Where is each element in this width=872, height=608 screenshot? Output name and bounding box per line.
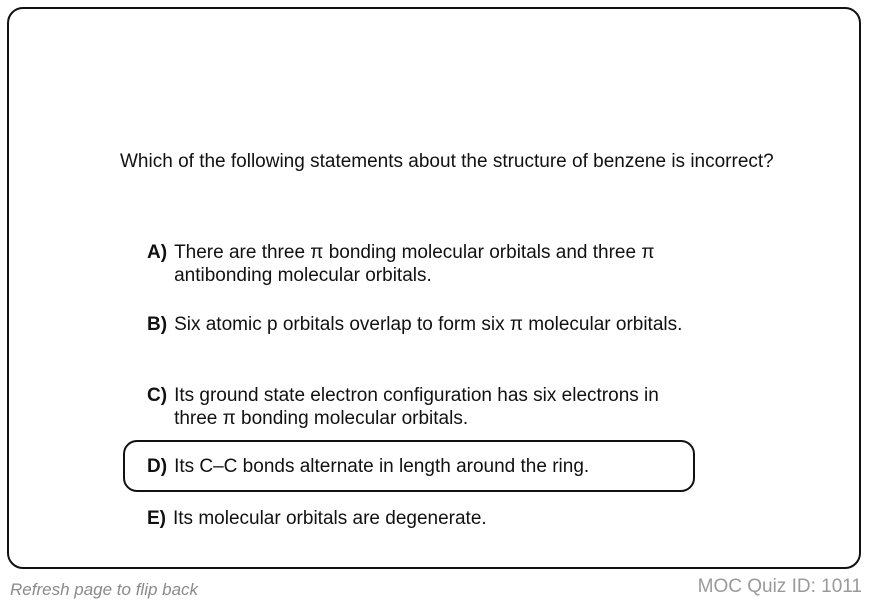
option-text: Its C–C bonds alternate in length around the ring. — [174, 456, 590, 477]
option-text: Six atomic p orbitals overlap to form six π molecular orbitals. — [174, 314, 683, 335]
option-text: Its ground state electron configuration has six electrons in three π bonding molecular orbitals. — [174, 385, 659, 429]
quiz-id: MOC Quiz ID: 1011 — [697, 576, 862, 597]
option-e[interactable] — [147, 507, 707, 530]
question-text: Which of the following statements about the structure of benzene is incorrect? — [120, 151, 774, 172]
option-d[interactable] — [147, 455, 707, 478]
refresh-hint: Refresh page to flip back — [10, 580, 199, 599]
option-letter: C) — [147, 385, 168, 406]
option-letter: D) — [147, 456, 168, 477]
option-text: Its molecular orbitals are degenerate. — [173, 508, 487, 529]
option-b[interactable] — [147, 313, 707, 336]
option-a[interactable] — [147, 241, 707, 287]
option-letter: B) — [147, 314, 168, 335]
option-letter: A) — [147, 242, 168, 263]
option-letter: E) — [147, 508, 166, 529]
option-c[interactable] — [147, 384, 707, 430]
option-text: There are three π bonding molecular orbitals and three π antibonding molecular orbitals. — [174, 242, 655, 286]
